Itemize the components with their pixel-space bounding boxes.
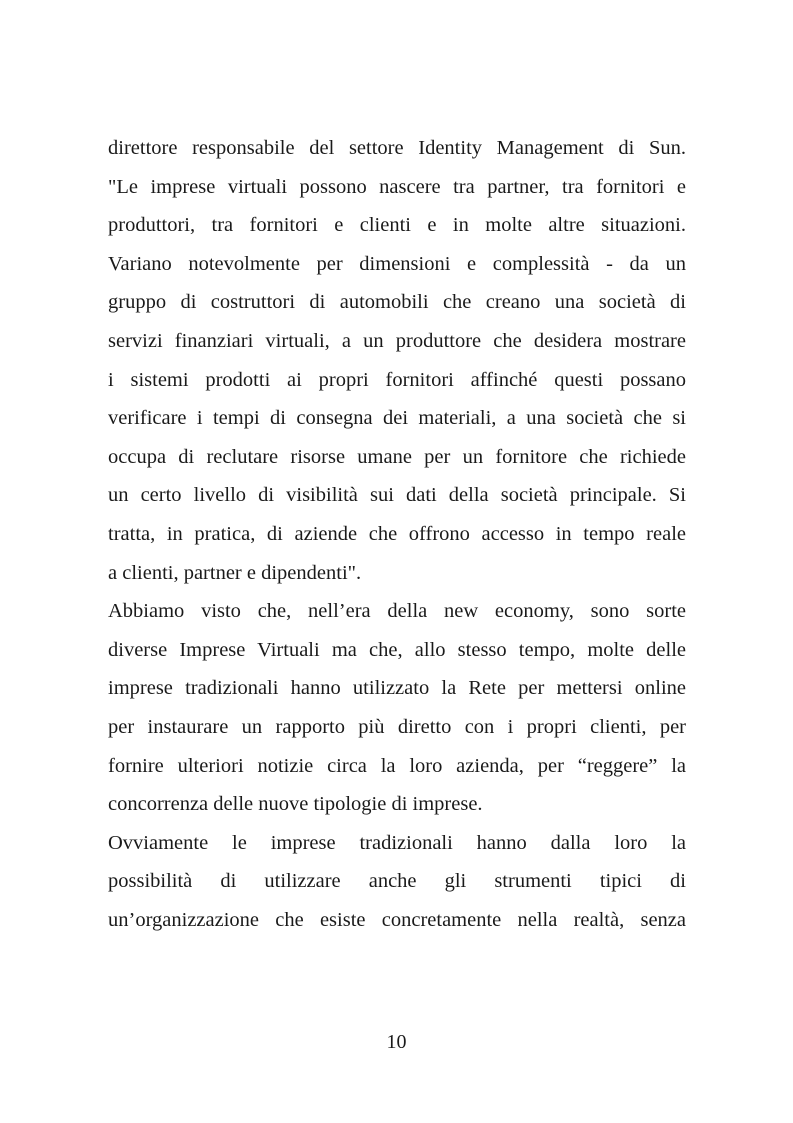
text-line: possibilità di utilizzare anche gli strumenti tipici di — [108, 870, 686, 893]
page-number: 10 — [386, 1031, 407, 1053]
paragraph-1 — [108, 129, 686, 592]
text-line: Abbiamo visto che, nell’era della new economy, sono sorte — [108, 600, 686, 623]
text-line: per instaurare un rapporto più diretto con i propri clienti, per — [108, 715, 686, 738]
paragraph-2 — [108, 592, 686, 824]
text-line: imprese tradizionali hanno utilizzato la Rete per mettersi online — [108, 677, 686, 700]
text-line: "Le imprese virtuali possono nascere tra partner, tra fornitori e — [108, 175, 686, 198]
text-line: un certo livello di visibilità sui dati della società principale. Si — [108, 484, 686, 507]
text-line: direttore responsabile del settore Identity Management di Sun. — [108, 137, 686, 159]
text-line: un’organizzazione che esiste concretamente nella realtà, senza — [108, 908, 686, 931]
body-text — [108, 129, 686, 939]
text-line: i sistemi prodotti ai propri fornitori affinché questi possano — [108, 368, 686, 391]
text-line: produttori, tra fornitori e clienti e in molte altre situazioni. — [108, 214, 686, 237]
text-line: gruppo di costruttori di automobili che creano una società di — [108, 291, 686, 314]
paragraph-3 — [108, 824, 686, 940]
text-line: tratta, in pratica, di aziende che offrono accesso in tempo reale — [108, 522, 686, 545]
text-line: Variano notevolmente per dimensioni e complessità - da un — [108, 252, 686, 275]
text-line: verificare i tempi di consegna dei materiali, a una società che si — [108, 407, 686, 430]
text-line: Ovviamente le imprese tradizionali hanno dalla loro la — [108, 831, 686, 854]
text-line: fornire ulteriori notizie circa la loro azienda, per “reggere” la — [108, 754, 686, 777]
text-line: concorrenza delle nuove tipologie di imprese. — [108, 793, 483, 816]
text-line: servizi finanziari virtuali, a un produttore che desidera mostrare — [108, 329, 686, 352]
text-line: a clienti, partner e dipendenti". — [108, 561, 362, 584]
text-line: diverse Imprese Virtuali ma che, allo stesso tempo, molte delle — [108, 638, 686, 661]
text-line: occupa di reclutare risorse umane per un fornitore che richiede — [108, 445, 686, 468]
